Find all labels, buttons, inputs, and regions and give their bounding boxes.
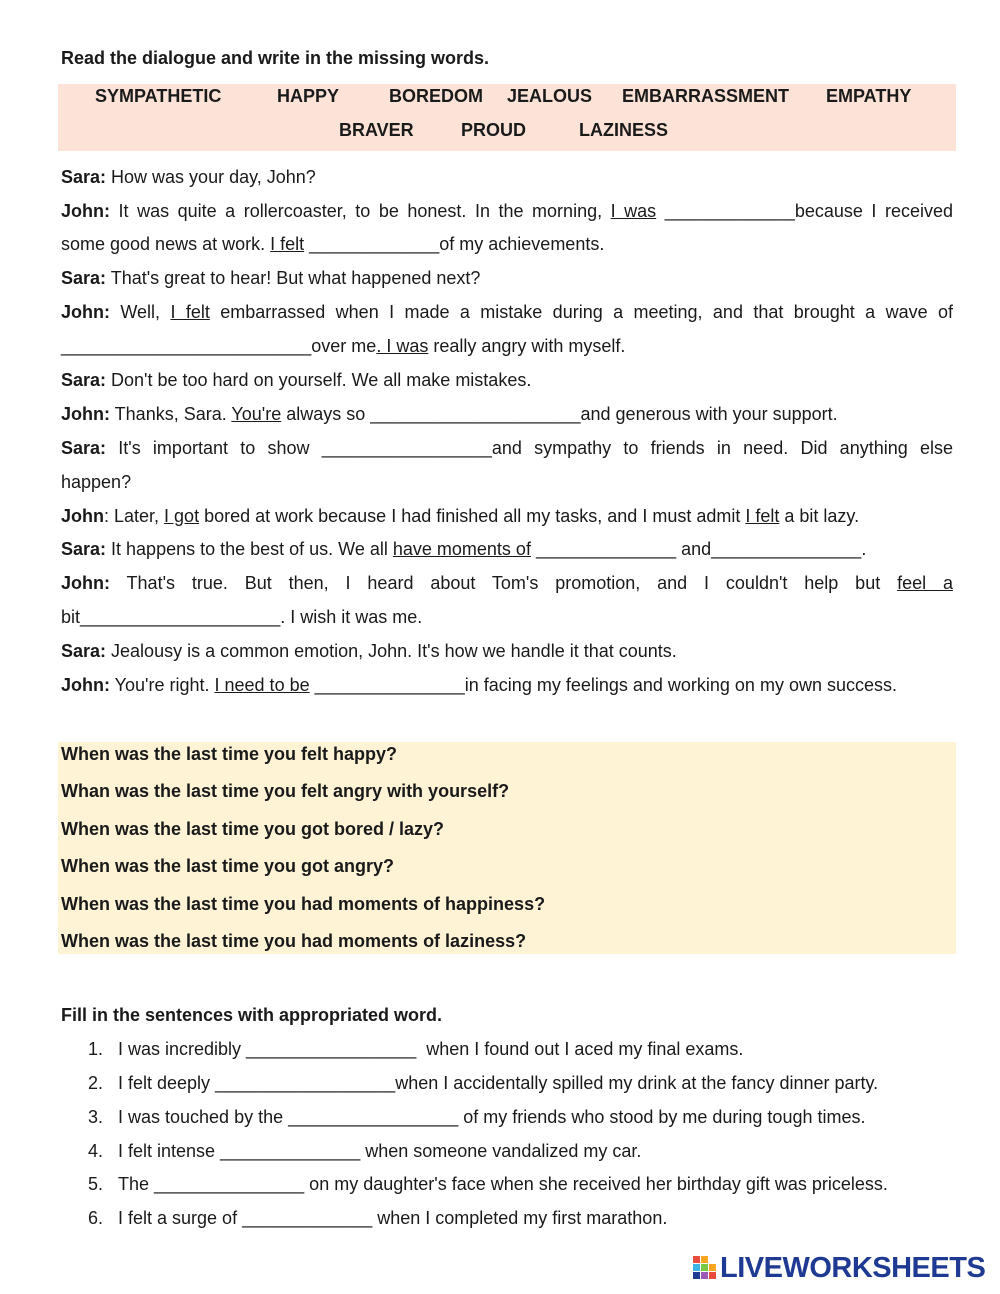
dialogue-line [61,437,953,459]
dialogue-line [61,640,953,662]
dialogue-text: It was quite a rollercoaster, to be honest. In the morning, [110,201,611,221]
dialogue-line [61,572,953,594]
question: When was the last time you got bored / lazy? [61,819,445,839]
underlined-phrase: I need to be [214,675,310,695]
logo-text: LIVEWORKSHEETS [720,1251,986,1284]
dialogue-text: happen? [61,472,132,492]
word-bank-word: SYMPATHETIC [95,86,222,106]
speaker-name: Sara: [61,641,107,661]
word-bank-word: PROUD [461,120,527,140]
section-title-fill-in: Fill in the sentences with appropriated word. [61,1005,443,1025]
dialogue-text: and [676,539,712,559]
word-bank-word: JEALOUS [507,86,593,106]
question: When was the last time you had moments of happiness? [61,894,546,914]
dialogue-text: Don't be too hard on yourself. We all make mistakes. [106,370,532,390]
dialogue-line [61,403,953,425]
answer-blank[interactable]: _____________________ [370,404,581,424]
speaker-name: Sara: [61,539,107,559]
dialogue-line [61,674,953,696]
sentence-number: 5. [88,1174,104,1194]
dialogue-text: You're right. [110,675,215,695]
answer-blank[interactable]: _____________ [304,234,440,254]
speaker-name: Sara: [61,268,107,288]
dialogue-text: because I received [794,201,953,221]
liveworksheets-logo[interactable] [692,1252,985,1284]
dialogue-line [61,606,953,628]
sentence-number: 6. [88,1208,104,1228]
dialogue-text: bored at work because I had finished all my tasks, and I must admit [199,506,746,526]
liveworksheets-logo-icon [692,1255,718,1281]
questions-box [58,742,956,954]
dialogue-line [61,505,953,527]
dialogue-text: Jealousy is a common emotion, John. It's how we handle it that counts. [106,641,677,661]
dialogue-line [61,471,953,493]
word-bank-word: HAPPY [277,86,340,106]
dialogue-text: : Later, [104,506,165,526]
dialogue-text: of my achievements. [439,234,605,254]
sentence-item [88,1073,878,1094]
underlined-phrase: . I was [376,336,429,356]
answer-blank[interactable]: _________________ [321,438,492,458]
sentence-text[interactable]: I felt a surge of _____________ when I completed my first marathon. [118,1208,668,1228]
answer-blank[interactable]: ____________________ [80,607,281,627]
question: Whan was the last time you felt angry with yourself? [61,781,510,801]
dialogue-line [61,301,953,323]
question: When was the last time you felt happy? [61,744,398,764]
word-bank-word: LAZINESS [579,120,669,140]
word-bank-word: BOREDOM [389,86,483,106]
underlined-phrase: I got [164,506,200,526]
question: When was the last time you got angry? [61,856,395,876]
sentence-text[interactable]: I felt intense ______________ when someone vandalized my car. [118,1141,642,1161]
dialogue-text: really angry with myself. [428,336,626,356]
dialogue-text: How was your day, John? [106,167,316,187]
speaker-name: John: [61,201,110,221]
sentence-text[interactable]: I felt deeply __________________when I accidentally spilled my drink at the fancy dinner party. [118,1073,879,1093]
answer-blank[interactable]: _______________ [711,539,862,559]
dialogue-text: That's great to hear! But what happened next? [106,268,481,288]
speaker-name: Sara: [61,370,107,390]
sentence-text[interactable]: I was touched by the _________________ of my friends who stood by me during tough times. [118,1107,866,1127]
sentence-item [88,1208,667,1229]
sentence-text[interactable]: The _______________ on my daughter's face when she received her birthday gift was priceless. [118,1174,888,1194]
dialogue-text: It's important to show [106,438,322,458]
sentence-item [88,1039,743,1060]
dialogue-line [61,335,953,357]
dialogue-text: Thanks, Sara. [110,404,232,424]
dialogue-text: bit [61,607,81,627]
speaker-name: Sara: [61,167,107,187]
answer-blank[interactable]: _____________ [656,201,795,221]
dialogue-text: embarrassed when I made a mistake during a meeting, and that brought a wave of [209,302,953,322]
dialogue-line [61,538,953,560]
dialogue-line [61,200,953,222]
sentence-number: 1. [88,1039,104,1059]
sentence-number: 3. [88,1107,104,1127]
underlined-phrase: I felt [170,302,210,322]
underlined-phrase: feel a [897,573,953,593]
speaker-name: Sara: [61,438,107,458]
sentence-text[interactable]: I was incredibly _________________ when I found out I aced my final exams. [118,1039,744,1059]
dialogue-text: That's true. But then, I heard about Tom's promotion, and I couldn't help but [110,573,898,593]
dialogue-text: over me [311,336,377,356]
dialogue-text: a bit lazy. [779,506,860,526]
dialogue-text: . [861,539,867,559]
speaker-name: John: [61,302,110,322]
speaker-name: John: [61,675,110,695]
dialogue-text: and generous with your support. [580,404,838,424]
dialogue-text: in facing my feelings and working on my own success. [464,675,897,695]
word-bank-word: EMPATHY [826,86,912,106]
speaker-name: John: [61,404,110,424]
dialogue-line [61,233,953,255]
dialogue-line [61,369,953,391]
question: When was the last time you had moments of laziness? [61,931,527,951]
word-bank-word: BRAVER [339,120,414,140]
dialogue-text: Well, [110,302,171,322]
underlined-phrase: I felt [270,234,305,254]
dialogue-line [61,267,953,289]
speaker-name: John [61,506,104,526]
sentence-number: 2. [88,1073,104,1093]
word-bank [58,84,956,151]
dialogue-text: It happens to the best of us. We all [106,539,393,559]
underlined-phrase: I felt [745,506,780,526]
speaker-name: John: [61,573,110,593]
sentence-item [88,1141,641,1162]
sentence-item [88,1174,888,1195]
underlined-phrase: You're [231,404,282,424]
answer-blank[interactable]: _______________ [309,675,465,695]
underlined-phrase: I was [610,201,657,221]
sentence-number: 4. [88,1141,104,1161]
section-title-dialogue: Read the dialogue and write in the missing words. [61,48,490,68]
dialogue-text: some good news at work. [61,234,271,254]
sentence-item [88,1107,865,1128]
dialogue-text: always so [281,404,371,424]
dialogue-text: and sympathy to friends in need. Did anything else [491,438,953,458]
answer-blank[interactable]: ______________ [530,539,677,559]
dialogue-text: . I wish it was me. [280,607,423,627]
dialogue-line [61,166,953,188]
underlined-phrase: have moments of [392,539,531,559]
answer-blank[interactable]: _________________________ [61,336,312,356]
word-bank-word: EMBARRASSMENT [622,86,790,106]
